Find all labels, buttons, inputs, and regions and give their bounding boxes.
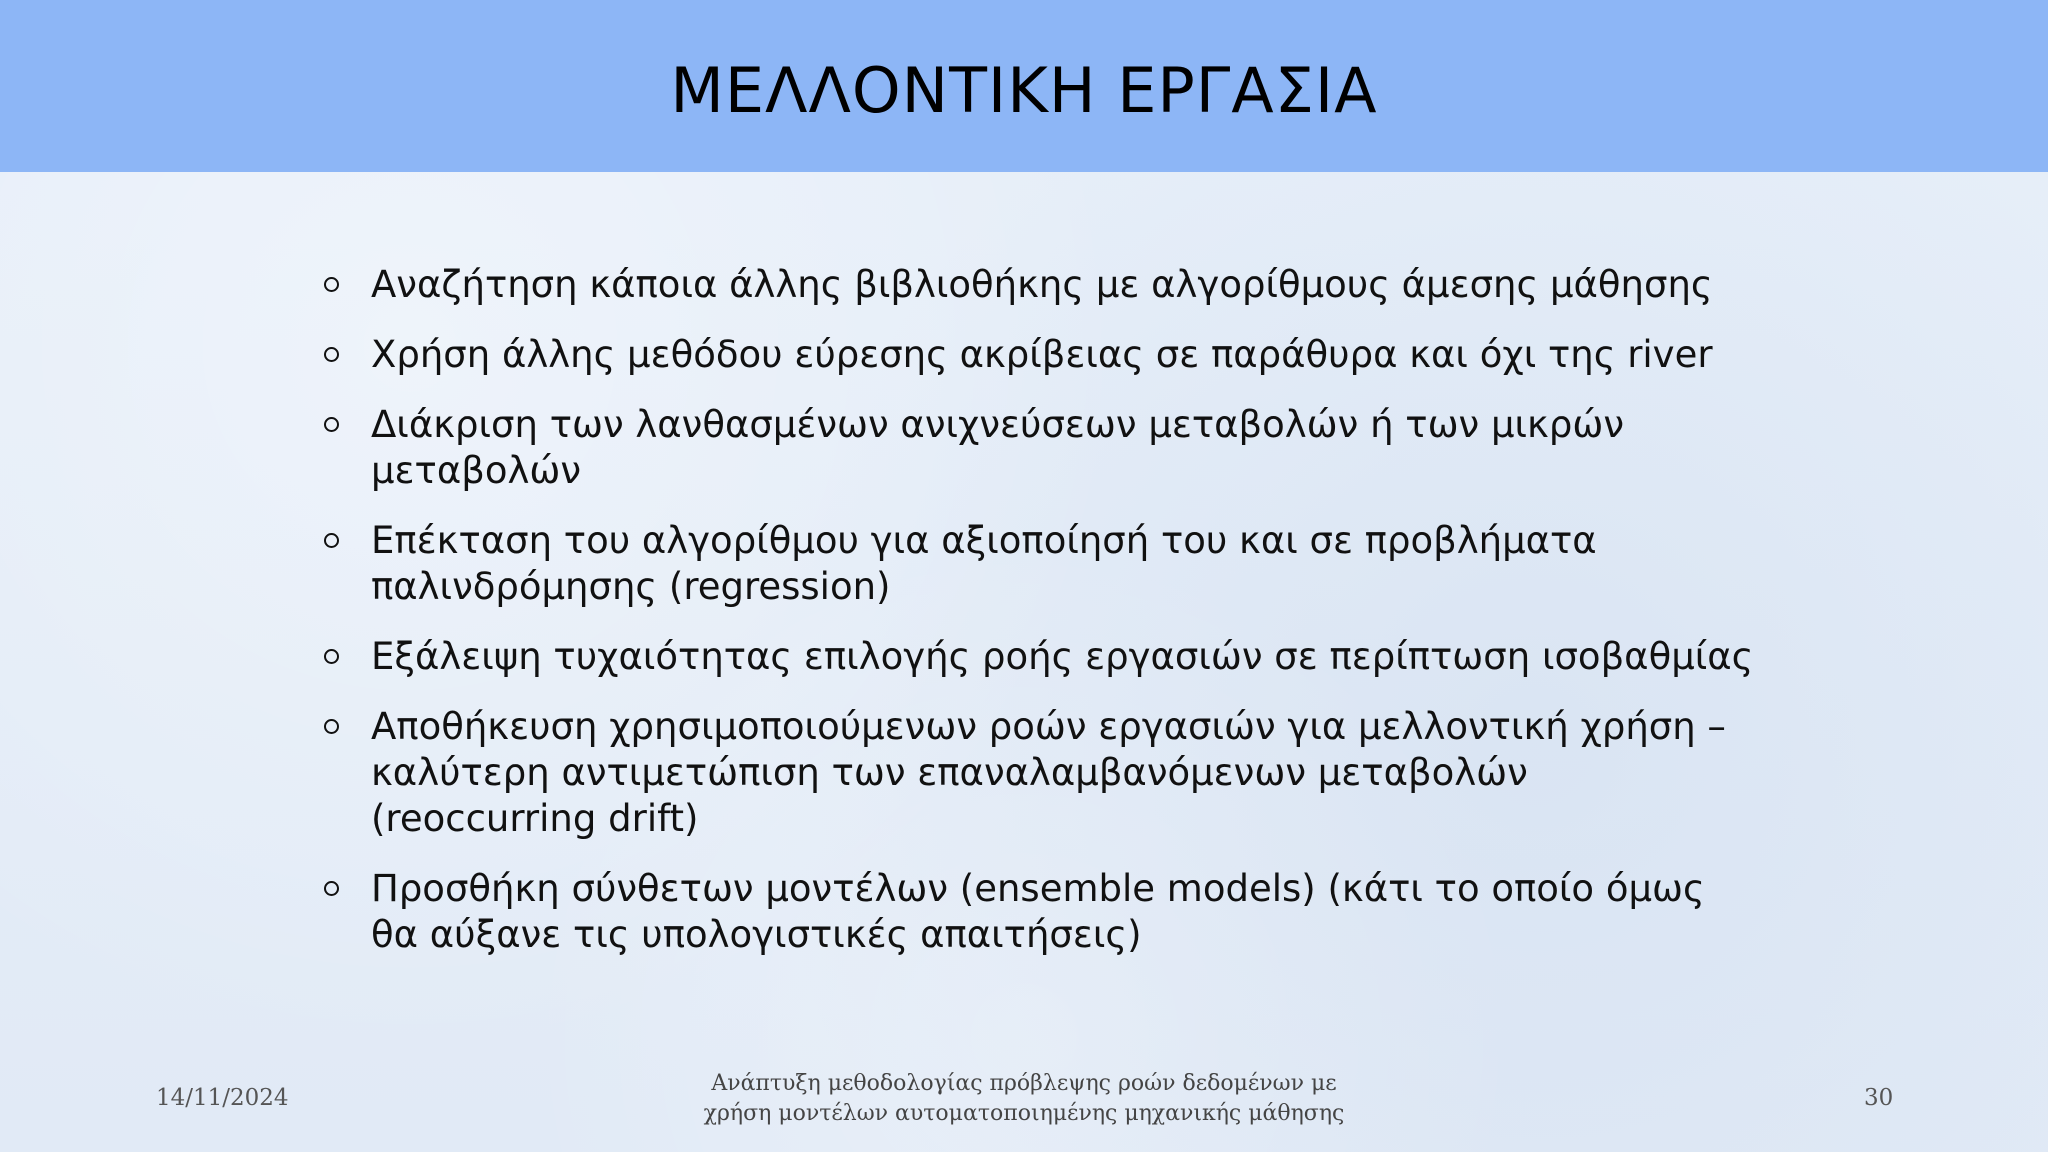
bullet-circle-icon (324, 881, 339, 896)
bullet-circle-icon (324, 347, 339, 362)
bullet-item (318, 866, 1758, 958)
bullet-text: Αποθήκευση χρησιμοποιούμενων ροών εργασιών για μελλοντική χρήση – καλύτερη αντιμετώπιση των επαναλαμβανόμενων μεταβολών (reoccurring drift) (371, 705, 1726, 840)
bullet-text: Προσθήκη σύνθετων μοντέλων (ensemble models) (κάτι το οποίο όμως θα αύξανε τις υπολογιστικές απαιτήσεις) (371, 867, 1705, 956)
page-number: 30 (1864, 1085, 1894, 1111)
bullet-circle-icon (324, 649, 339, 664)
bullet-item (318, 332, 1758, 378)
bullet-circle-icon (324, 719, 339, 734)
slide-title: ΜΕΛΛΟΝΤΙΚΗ ΕΡΓΑΣΙΑ (670, 54, 1378, 127)
bullet-text: Επέκταση του αλγορίθμου για αξιοποίησή του και σε προβλήματα παλινδρόμησης (regression) (371, 519, 1597, 608)
bullet-text: Χρήση άλλης μεθόδου εύρεσης ακρίβειας σε παράθυρα και όχι της river (371, 333, 1713, 376)
footer-caption-line: χρήση μοντέλων αυτοματοποιημένης μηχανικής μάθησης (703, 1101, 1345, 1126)
bullet-item (318, 402, 1758, 494)
bullet-circle-icon (324, 533, 339, 548)
bullet-text: Εξάλειψη τυχαιότητας επιλογής ροής εργασιών σε περίπτωση ισοβαθμίας (371, 635, 1754, 678)
bullet-item (318, 634, 1758, 680)
bullet-item (318, 262, 1758, 308)
bullet-circle-icon (324, 417, 339, 432)
footer-date: 14/11/2024 (156, 1085, 289, 1111)
bullet-circle-icon (324, 277, 339, 292)
bullet-text: Αναζήτηση κάποια άλλης βιβλιοθήκης με αλγορίθμους άμεσης μάθησης (371, 263, 1713, 306)
bullet-item (318, 518, 1758, 610)
bullet-item (318, 704, 1758, 842)
bullet-text: Διάκριση των λανθασμένων ανιχνεύσεων μεταβολών ή των μικρών μεταβολών (371, 403, 1624, 492)
bullet-list (318, 262, 1758, 982)
footer-caption (624, 1069, 1424, 1129)
footer-caption-line: Ανάπτυξη μεθοδολογίας πρόβλεψης ροών δεδομένων με (711, 1071, 1337, 1096)
